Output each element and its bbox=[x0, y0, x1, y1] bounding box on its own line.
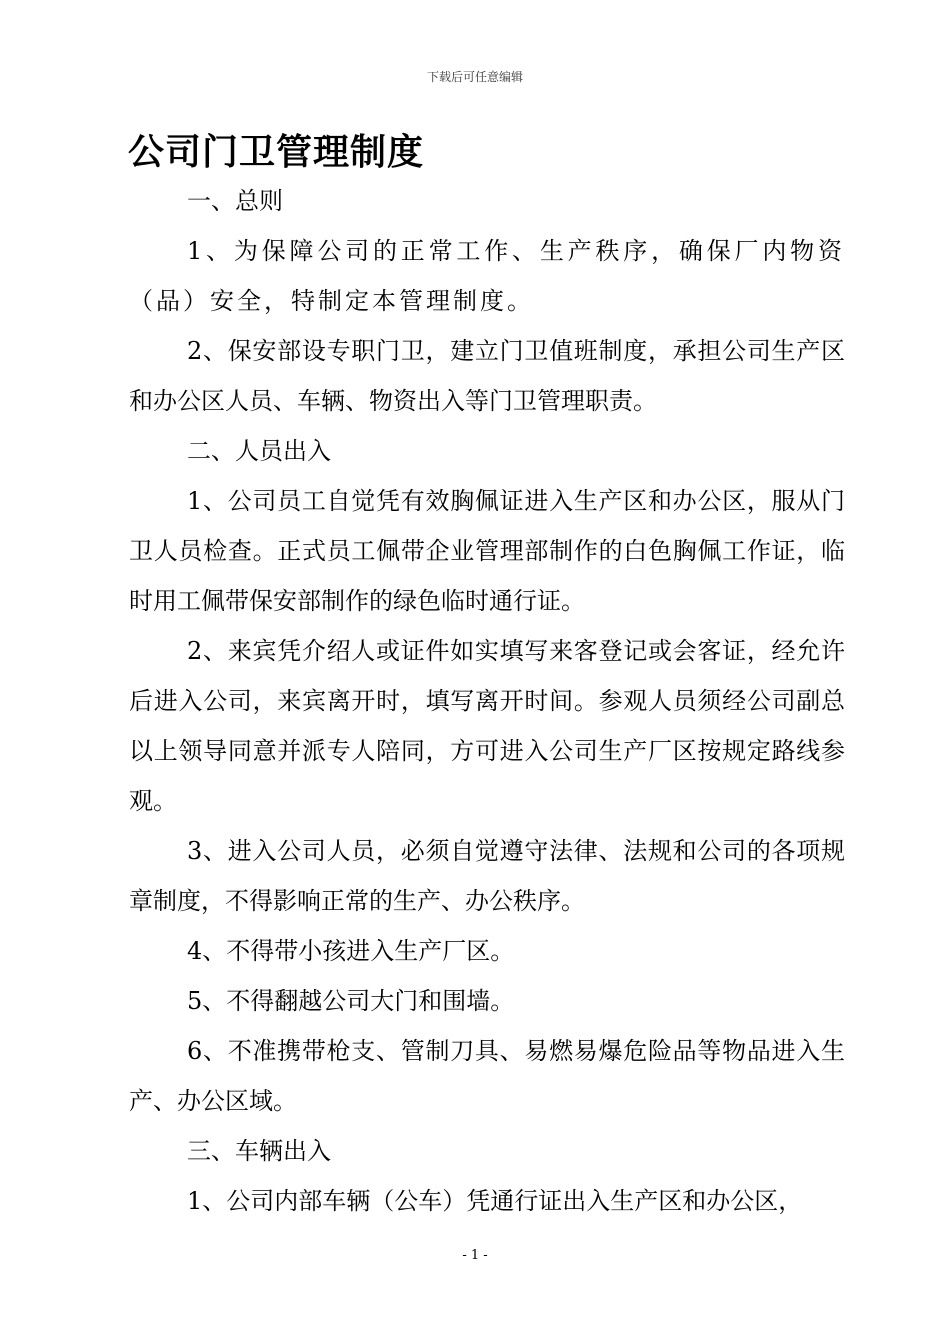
document-title: 公司门卫管理制度 bbox=[128, 132, 425, 173]
paragraph-personnel-1: 1、公司员工自觉凭有效胸佩证进入生产区和办公区，服从门卫人员检查。正式员工佩带企业管理部制作的白色胸佩工作证，临时用工佩带保安部制作的绿色临时通行证。 bbox=[129, 487, 845, 615]
paragraph-general-2: 2、保安部设专职门卫，建立门卫值班制度，承担公司生产区和办公区人员、车辆、物资出入等门卫管理职责。 bbox=[129, 337, 845, 415]
paragraph-general-1: 1、为保障公司的正常工作、生产秩序，确保厂内物资（品）安全，特制定本管理制度。 bbox=[129, 237, 845, 315]
paragraph-personnel-3: 3、进入公司人员，必须自觉遵守法律、法规和公司的各项规章制度，不得影响正常的生产、办公秩序。 bbox=[129, 837, 845, 915]
section-heading-personnel: 二、人员出入 bbox=[187, 437, 331, 465]
section-heading-vehicles: 三、车辆出入 bbox=[187, 1137, 331, 1165]
paragraph-personnel-5: 5、不得翻越公司大门和围墙。 bbox=[187, 987, 515, 1015]
paragraph-personnel-6: 6、不准携带枪支、管制刀具、易燃易爆危险品等物品进入生产、办公区域。 bbox=[129, 1037, 845, 1115]
section-heading-general: 一、总则 bbox=[187, 187, 283, 215]
page-number: - 1 - bbox=[462, 1248, 488, 1263]
paragraph-personnel-2: 2、来宾凭介绍人或证件如实填写来客登记或会客证，经允许后进入公司，来宾离开时，填写离开时间。参观人员须经公司副总以上领导同意并派专人陪同，方可进入公司生产厂区按规定路线参观。 bbox=[129, 637, 845, 815]
page-header-note: 下载后可任意编辑 bbox=[426, 70, 523, 84]
document-body bbox=[129, 176, 845, 1226]
paragraph-vehicles-1: 1、公司内部车辆（公车）凭通行证出入生产区和办公区， bbox=[187, 1187, 803, 1215]
paragraph-personnel-4: 4、不得带小孩进入生产厂区。 bbox=[187, 937, 515, 965]
